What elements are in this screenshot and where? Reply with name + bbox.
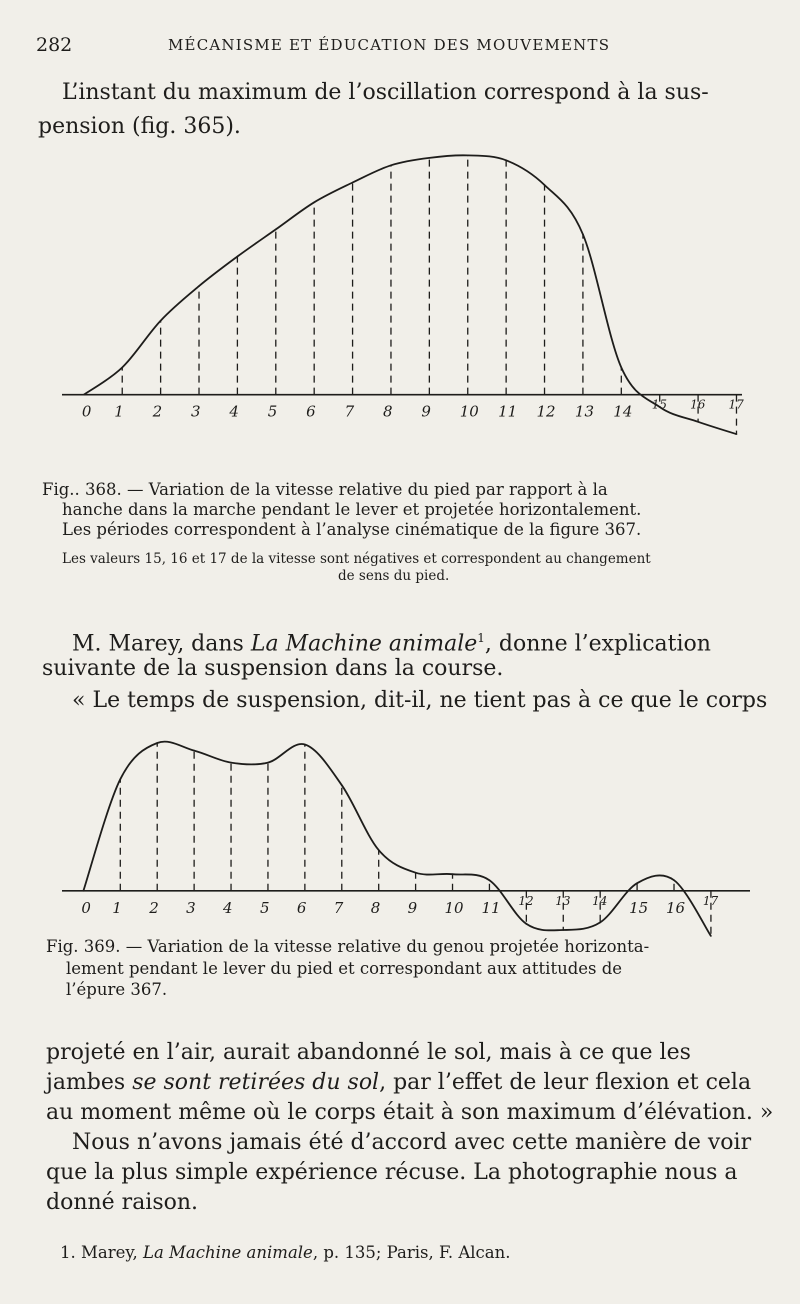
fig369-point-11 bbox=[489, 879, 491, 881]
fig368-point-12 bbox=[544, 184, 546, 186]
fig369-tick-label-9: 9 bbox=[407, 898, 418, 917]
footnote-ref: 1 bbox=[477, 631, 485, 645]
fig369-tick-label-17: 17 bbox=[702, 893, 719, 908]
continuation-line-2 bbox=[46, 1066, 751, 1099]
fig368-tick-label-7: 7 bbox=[344, 402, 355, 421]
fig369-point-10 bbox=[452, 873, 454, 875]
fig368-point-14 bbox=[621, 367, 623, 369]
fig369-point-4 bbox=[230, 762, 232, 764]
fig368-point-8 bbox=[390, 164, 392, 166]
fig369-tick-label-5: 5 bbox=[259, 898, 270, 917]
marey-book-title: La Machine animale bbox=[250, 631, 478, 657]
fig368-point-2 bbox=[160, 320, 162, 322]
marey-paragraph-line-2: suivante de la suspension dans la course. bbox=[42, 656, 504, 681]
fig369-tick-label-0: 0 bbox=[81, 898, 91, 917]
page-number: 282 bbox=[36, 34, 73, 56]
fig368-tick-label-9: 9 bbox=[421, 402, 431, 421]
fig369-caption-line-1: Fig. 369. — Variation de la vitesse relative du genou projetée horizonta- bbox=[46, 937, 650, 956]
fig369-point-0 bbox=[83, 890, 85, 892]
fig368-tick-label-15: 15 bbox=[651, 397, 667, 412]
fig368-caption-line-1: Fig.. 368. — Variation de la vitesse relative du pied par rapport à la bbox=[42, 480, 608, 499]
fig369-tick-label-8: 8 bbox=[370, 898, 381, 917]
fig368-tick-label-8: 8 bbox=[382, 402, 393, 421]
fig369-point-3 bbox=[193, 750, 195, 752]
fig369-tick-label-13: 13 bbox=[555, 893, 571, 908]
fig368-point-13 bbox=[582, 234, 584, 236]
fig369-curve bbox=[83, 742, 711, 936]
marey-text-a: M. Marey, dans bbox=[72, 631, 251, 657]
fig368-tick-label-5: 5 bbox=[267, 402, 278, 421]
fig368-point-7 bbox=[352, 182, 354, 184]
fig369-point-12 bbox=[526, 923, 528, 925]
continuation-text-b: , par l’effet de leur flexion et cela bbox=[379, 1070, 752, 1095]
running-title: MÉCANISME ET ÉDUCATION DES MOUVEMENTS bbox=[168, 36, 611, 54]
fig368-point-6 bbox=[313, 201, 315, 203]
fig369-tick-label-2: 2 bbox=[149, 898, 159, 917]
fig369-point-14 bbox=[599, 922, 601, 924]
fig368-point-9 bbox=[429, 157, 431, 159]
fig369-tick-label-10: 10 bbox=[444, 898, 464, 917]
fig368-tick-label-16: 16 bbox=[690, 397, 706, 412]
footnote-number: 1. Marey, bbox=[60, 1243, 143, 1262]
fig369-point-6 bbox=[304, 744, 306, 746]
fig369-tick-label-16: 16 bbox=[666, 898, 686, 917]
fig369-tick-label-14: 14 bbox=[592, 893, 608, 908]
continuation-line-5: que la plus simple expérience récuse. La photographie nous a bbox=[46, 1160, 738, 1185]
fig368-tick-label-1: 1 bbox=[114, 402, 124, 421]
fig369-caption-line-3: l’épure 367. bbox=[66, 980, 168, 999]
intro-line-1: L’instant du maximum de l’oscillation correspond à la sus- bbox=[62, 80, 709, 105]
fig369-point-9 bbox=[415, 872, 417, 874]
fig368-point-11 bbox=[505, 160, 507, 162]
fig368-point-0 bbox=[83, 394, 85, 396]
footnote bbox=[60, 1243, 511, 1262]
fig368-note-line-2: de sens du pied. bbox=[338, 568, 450, 584]
fig368-point-5 bbox=[275, 229, 277, 231]
continuation-line-1: projeté en l’air, aurait abandonné le sol, mais à ce que les bbox=[46, 1040, 691, 1065]
fig369-tick-label-1: 1 bbox=[112, 898, 122, 917]
fig369-point-17 bbox=[710, 935, 712, 937]
fig369-point-1 bbox=[119, 778, 121, 780]
fig369-point-7 bbox=[341, 784, 343, 786]
fig368-caption-line-2: hanche dans la marche pendant le lever et projetée horizontalement. bbox=[62, 500, 642, 519]
fig369-tick-label-3: 3 bbox=[186, 898, 196, 917]
fig369-tick-label-7: 7 bbox=[333, 898, 344, 917]
fig368-point-10 bbox=[467, 155, 469, 157]
fig368-tick-label-0: 0 bbox=[81, 402, 92, 421]
fig369-tick-label-11: 11 bbox=[481, 898, 501, 917]
intro-line-2: pension (fig. 365). bbox=[38, 114, 241, 139]
continuation-text-a: jambes bbox=[46, 1070, 133, 1095]
fig369-tick-label-6: 6 bbox=[296, 898, 307, 917]
fig368-curve bbox=[81, 155, 737, 434]
quote-line-1: « Le temps de suspension, dit-il, ne tient pas à ce que le corps bbox=[72, 688, 768, 713]
fig368-tick-label-13: 13 bbox=[574, 402, 595, 421]
fig368-tick-label-4: 4 bbox=[229, 402, 239, 421]
fig369-point-13 bbox=[562, 929, 564, 931]
fig368-tick-label-17: 17 bbox=[728, 397, 744, 412]
fig368-tick-label-14: 14 bbox=[613, 402, 633, 421]
fig368-point-17 bbox=[736, 433, 738, 435]
fig368-point-3 bbox=[198, 285, 200, 287]
fig368-tick-label-11: 11 bbox=[498, 402, 518, 421]
fig368-point-1 bbox=[121, 367, 123, 369]
continuation-line-3: au moment même où le corps était à son maximum d’élévation. » bbox=[46, 1100, 774, 1125]
fig369-tick-label-4: 4 bbox=[223, 898, 233, 917]
marey-text-b: , donne l’explication bbox=[484, 631, 711, 657]
continuation-line-6: donné raison. bbox=[46, 1190, 199, 1215]
figure-369 bbox=[0, 730, 800, 930]
fig368-tick-label-6: 6 bbox=[306, 402, 316, 421]
fig368-point-16 bbox=[697, 421, 699, 423]
fig369-point-2 bbox=[156, 742, 158, 744]
figure-368 bbox=[0, 140, 800, 450]
fig368-tick-label-10: 10 bbox=[459, 402, 479, 421]
fig368-tick-label-3: 3 bbox=[191, 402, 201, 421]
fig369-point-8 bbox=[378, 849, 380, 851]
continuation-emphasis: se sont retirées du sol bbox=[132, 1070, 380, 1095]
fig368-note-line-1: Les valeurs 15, 16 et 17 de la vitesse sont négatives et correspondent au changement bbox=[62, 551, 651, 567]
footnote-rest: , p. 135; Paris, F. Alcan. bbox=[312, 1243, 511, 1262]
fig368-tick-label-12: 12 bbox=[536, 402, 556, 421]
figure-369-chart bbox=[0, 730, 800, 930]
fig369-tick-label-12: 12 bbox=[518, 893, 534, 908]
fig369-caption-line-2: lement pendant le lever du pied et correspondant aux attitudes de bbox=[66, 959, 623, 978]
continuation-line-4: Nous n’avons jamais été d’accord avec cette manière de voir bbox=[72, 1130, 752, 1155]
fig368-caption-line-3: Les périodes correspondent à l’analyse cinématique de la figure 367. bbox=[62, 520, 642, 539]
fig368-point-4 bbox=[237, 256, 239, 258]
fig369-point-16 bbox=[673, 879, 675, 881]
fig369-point-5 bbox=[267, 762, 269, 764]
fig368-tick-label-2: 2 bbox=[152, 402, 163, 421]
fig369-point-15 bbox=[636, 882, 638, 884]
fig369-tick-label-15: 15 bbox=[629, 898, 649, 917]
footnote-book-title: La Machine animale bbox=[143, 1243, 313, 1262]
figure-368-chart bbox=[0, 140, 800, 450]
